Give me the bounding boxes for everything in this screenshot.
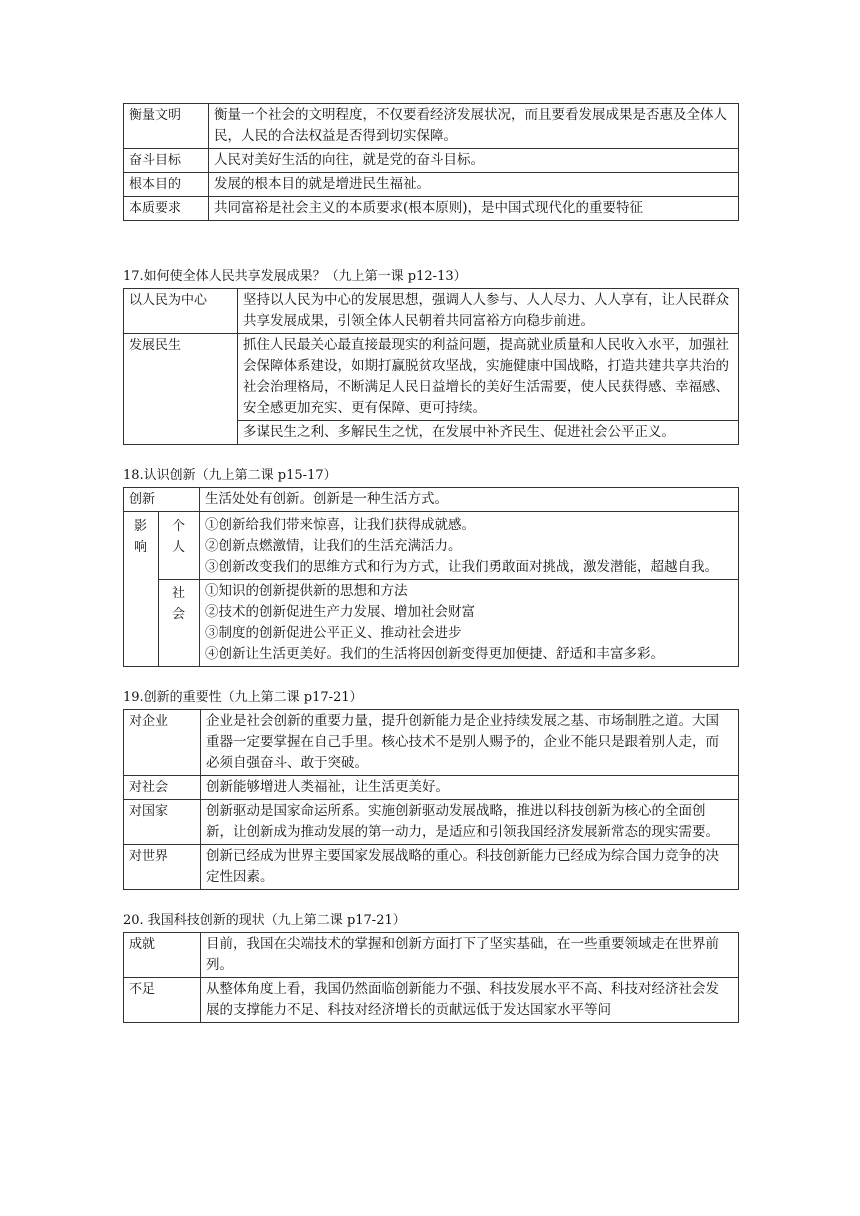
table-row <box>124 289 739 334</box>
row-label: 本质要求 <box>124 197 209 221</box>
table-row <box>124 104 739 149</box>
row-label: 对社会 <box>124 776 201 800</box>
row-text: 创新驱动是国家命运所系。实施创新驱动发展战略，推进以科技创新为核心的全面创新，让创新成为推动发展的第一动力，是适应和引领我国经济发展新常态的现实需要。 <box>201 800 739 845</box>
table-row <box>124 488 739 512</box>
row-text: 坚持以人民为中心的发展思想，强调人人参与、人人尽力、人人享有，让人民群众共享发展成果，引领全体人民朝着共同富裕方向稳步前进。 <box>238 289 739 334</box>
section-19-title: 19.创新的重要性（九上第二课 p17-21） <box>123 690 363 705</box>
innovation-text: 生活处处有创新。创新是一种生活方式。 <box>200 488 739 512</box>
section-17-title: 17.如何使全体人民共享发展成果？（九上第一课 p12-13） <box>123 269 467 284</box>
personal-label <box>159 512 200 580</box>
personal-label-char: 人 <box>172 540 186 555</box>
impact-label-char: 影 <box>133 519 147 534</box>
row-label: 不足 <box>124 978 201 1023</box>
society-label <box>159 580 200 667</box>
personal-label-char: 个 <box>172 519 186 534</box>
row-label: 衡量文明 <box>124 104 209 149</box>
table-row <box>124 776 739 800</box>
table-row <box>124 334 739 421</box>
society-impact-list <box>200 580 739 667</box>
row-label: 对国家 <box>124 800 201 845</box>
list-item: ②技术的创新促进生产力发展、增加社会财富 <box>205 604 476 620</box>
table-row <box>124 978 739 1023</box>
society-label-char: 社 <box>172 586 186 601</box>
row-label: 奋斗目标 <box>124 149 209 173</box>
table-row <box>124 197 739 221</box>
row-text: 共同富裕是社会主义的本质要求(根本原则)，是中国式现代化的重要特征 <box>209 197 739 221</box>
table-row <box>124 512 739 580</box>
row-text: 企业是社会创新的重要力量，提升创新能力是企业持续发展之基、市场制胜之道。大国重器一定要掌握在自己手里。核心技术不是别人赐予的，企业不能只是跟着别人走，而必须自强奋斗、敢于突破。 <box>201 710 739 776</box>
table-row <box>124 845 739 890</box>
list-item: ③制度的创新促进公平正义、推动社会进步 <box>205 625 462 641</box>
row-text-2: 多谋民生之利、多解民生之忧，在发展中补齐民生、促进社会公平正义。 <box>238 421 739 445</box>
table-row <box>124 800 739 845</box>
row-text: 人民对美好生活的向往，就是党的奋斗目标。 <box>209 149 739 173</box>
document-page <box>123 103 739 1023</box>
list-item: ③创新改变我们的思维方式和行为方式，让我们勇敢面对挑战，激发潜能，超越自我。 <box>205 559 719 575</box>
impact-label-char: 响 <box>133 540 147 555</box>
table-development-values <box>123 103 739 221</box>
table-row <box>124 933 739 978</box>
table-innovation-status <box>123 932 739 1023</box>
row-label: 以人民为中心 <box>124 289 238 334</box>
row-text: 目前，我国在尖端技术的掌握和创新方面打下了坚实基础，在一些重要领域走在世界前列。 <box>201 933 739 978</box>
row-text: 发展的根本目的就是增进民生福祉。 <box>209 173 739 197</box>
innovation-label: 创新 <box>124 488 200 512</box>
section-20-title: 20. 我国科技创新的现状（九上第二课 p17-21） <box>123 913 406 928</box>
row-label: 对世界 <box>124 845 201 890</box>
list-item: ④创新让生活更美好。我们的生活将因创新变得更加便捷、舒适和丰富多彩。 <box>205 646 665 662</box>
table-row <box>124 710 739 776</box>
personal-impact-list <box>200 512 739 580</box>
row-text: 创新已经成为世界主要国家发展战略的重心。科技创新能力已经成为综合国力竞争的决定性因素。 <box>201 845 739 890</box>
impact-label <box>124 512 159 667</box>
row-text: 衡量一个社会的文明程度，不仅要看经济发展状况，而且要看发展成果是否惠及全体人民，人民的合法权益是否得到切实保障。 <box>209 104 739 149</box>
table-row <box>124 149 739 173</box>
list-item: ②创新点燃激情，让我们的生活充满活力。 <box>205 538 462 554</box>
row-label: 发展民生 <box>124 334 238 445</box>
row-text: 从整体角度上看，我国仍然面临创新能力不强、科技发展水平不高、科技对经济社会发展的支撑能力不足、科技对经济增长的贡献远低于发达国家水平等问 <box>201 978 739 1023</box>
section-18-title: 18.认识创新（九上第二课 p15-17） <box>123 468 337 483</box>
society-label-char: 会 <box>172 607 186 622</box>
row-label: 成就 <box>124 933 201 978</box>
table-innovation <box>123 487 739 667</box>
table-row <box>124 580 739 667</box>
table-shared-development <box>123 288 739 445</box>
list-item: ①创新给我们带来惊喜，让我们获得成就感。 <box>205 517 476 533</box>
list-item: ①知识的创新提供新的思想和方法 <box>205 583 408 599</box>
table-row <box>124 173 739 197</box>
row-label: 对企业 <box>124 710 201 776</box>
row-text: 抓住人民最关心最直接最现实的利益问题，提高就业质量和人民收入水平，加强社会保障体系建设，如期打赢脱贫攻坚战，实施健康中国战略，打造共建共享共治的社会治理格局，不断满足人民日益增长的美好生活需要，使人民获得感、幸福感、安全感更加充实、更有保障、更可持续。 <box>238 334 739 421</box>
row-text: 创新能够增进人类福祉，让生活更美好。 <box>201 776 739 800</box>
row-label: 根本目的 <box>124 173 209 197</box>
table-innovation-importance <box>123 709 739 890</box>
